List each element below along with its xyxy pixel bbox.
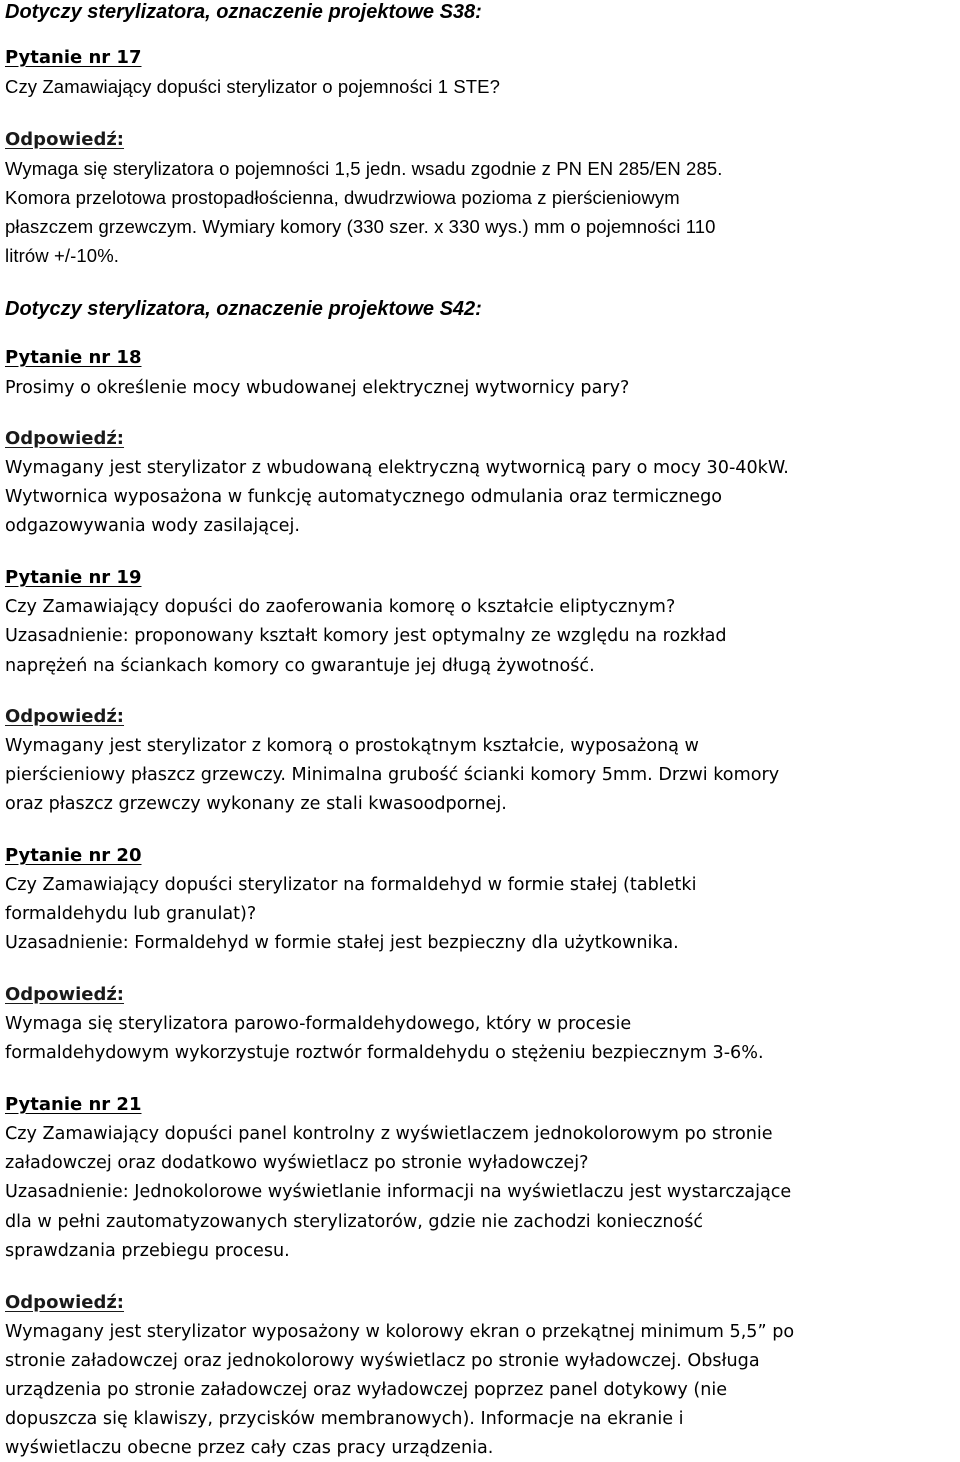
answer-label-19: Odpowiedź: bbox=[5, 706, 125, 727]
section-heading-s38: Dotyczy sterylizatora, oznaczenie projektowe S38: bbox=[5, 1, 482, 23]
answer-label-20: Odpowiedź: bbox=[5, 984, 125, 1005]
answer-line: płaszczem grzewczym. Wymiary komory (330 szer. x 330 wys.) mm o pojemności 110 bbox=[5, 216, 716, 237]
answer-line: urządzenia po stronie załadowczej oraz wyładowczej poprzez panel dotykowy (nie bbox=[5, 1380, 728, 1400]
question-line: załadowczej oraz dodatkowo wyświetlacz po stronie wyładowczej? bbox=[5, 1153, 589, 1173]
question-line: dla w pełni zautomatyzowanych sterylizatorów, gdzie nie zachodzi konieczność bbox=[5, 1212, 704, 1232]
section-heading-s42: Dotyczy sterylizatora, oznaczenie projektowe S42: bbox=[5, 298, 482, 320]
answer-line: oraz płaszcz grzewczy wykonany ze stali kwasoodpornej. bbox=[5, 794, 507, 814]
answer-line: Wymagany jest sterylizator wyposażony w kolorowy ekran o przekątnej minimum 5,5” po bbox=[5, 1322, 795, 1342]
answer-line: stronie załadowczej oraz jednokolorowy wyświetlacz po stronie wyładowczej. Obsługa bbox=[5, 1351, 760, 1371]
answer-line: Wymagany jest sterylizator z komorą o prostokątnym kształcie, wyposażoną w bbox=[5, 736, 699, 756]
question-title-18: Pytanie nr 18 bbox=[5, 347, 142, 368]
question-title-20: Pytanie nr 20 bbox=[5, 845, 142, 866]
answer-label-17: Odpowiedź: bbox=[5, 129, 125, 150]
answer-line: dopuszcza się klawiszy, przycisków membranowych). Informacje na ekranie i bbox=[5, 1409, 684, 1429]
answer-line: Wymaga się sterylizatora parowo-formaldehydowego, który w procesie bbox=[5, 1014, 632, 1034]
question-line: sprawdzania przebiegu procesu. bbox=[5, 1241, 290, 1261]
answer-line: Wymaga się sterylizatora o pojemności 1,5 jedn. wsadu zgodnie z PN EN 285/EN 285. bbox=[5, 158, 723, 179]
answer-line: Wytwornica wyposażona w funkcję automatycznego odmulania oraz termicznego bbox=[5, 487, 723, 507]
answer-line: odgazowywania wody zasilającej. bbox=[5, 516, 300, 536]
question-line: Czy Zamawiający dopuści do zaoferowania komorę o kształcie eliptycznym? bbox=[5, 597, 676, 617]
answer-label-18: Odpowiedź: bbox=[5, 428, 125, 449]
question-line: Czy Zamawiający dopuści panel kontrolny z wyświetlaczem jednokolorowym po stronie bbox=[5, 1124, 773, 1144]
answer-line: Wymagany jest sterylizator z wbudowaną elektryczną wytwornicą pary o mocy 30-40kW. bbox=[5, 458, 789, 478]
question-text-17: Czy Zamawiający dopuści sterylizator o pojemności 1 STE? bbox=[5, 76, 501, 97]
question-line: formaldehydu lub granulat)? bbox=[5, 904, 257, 924]
answer-line: wyświetlaczu obecne przez cały czas pracy urządzenia. bbox=[5, 1438, 494, 1458]
answer-line: pierścieniowy płaszcz grzewczy. Minimalna grubość ścianki komory 5mm. Drzwi komory bbox=[5, 765, 780, 785]
question-line: naprężeń na ściankach komory co gwarantuje jej długą żywotność. bbox=[5, 656, 595, 676]
question-line: Uzasadnienie: Formaldehyd w formie stałej jest bezpieczny dla użytkownika. bbox=[5, 933, 679, 953]
question-title-19: Pytanie nr 19 bbox=[5, 567, 142, 588]
question-title-21: Pytanie nr 21 bbox=[5, 1094, 142, 1115]
answer-line: Komora przelotowa prostopadłościenna, dwudrzwiowa pozioma z pierścieniowym bbox=[5, 187, 680, 208]
question-title-17: Pytanie nr 17 bbox=[5, 47, 142, 68]
answer-line: formaldehydowym wykorzystuje roztwór formaldehydu o stężeniu bezpiecznym 3-6%. bbox=[5, 1043, 764, 1063]
answer-label-21: Odpowiedź: bbox=[5, 1292, 125, 1313]
question-text-18: Prosimy o określenie mocy wbudowanej elektrycznej wytwornicy pary? bbox=[5, 378, 630, 398]
answer-line: litrów +/-10%. bbox=[5, 245, 119, 266]
question-line: Uzasadnienie: Jednokolorowe wyświetlanie informacji na wyświetlaczu jest wystarczające bbox=[5, 1182, 792, 1202]
question-line: Uzasadnienie: proponowany kształt komory jest optymalny ze względu na rozkład bbox=[5, 626, 727, 646]
question-line: Czy Zamawiający dopuści sterylizator na formaldehyd w formie stałej (tabletki bbox=[5, 875, 697, 895]
